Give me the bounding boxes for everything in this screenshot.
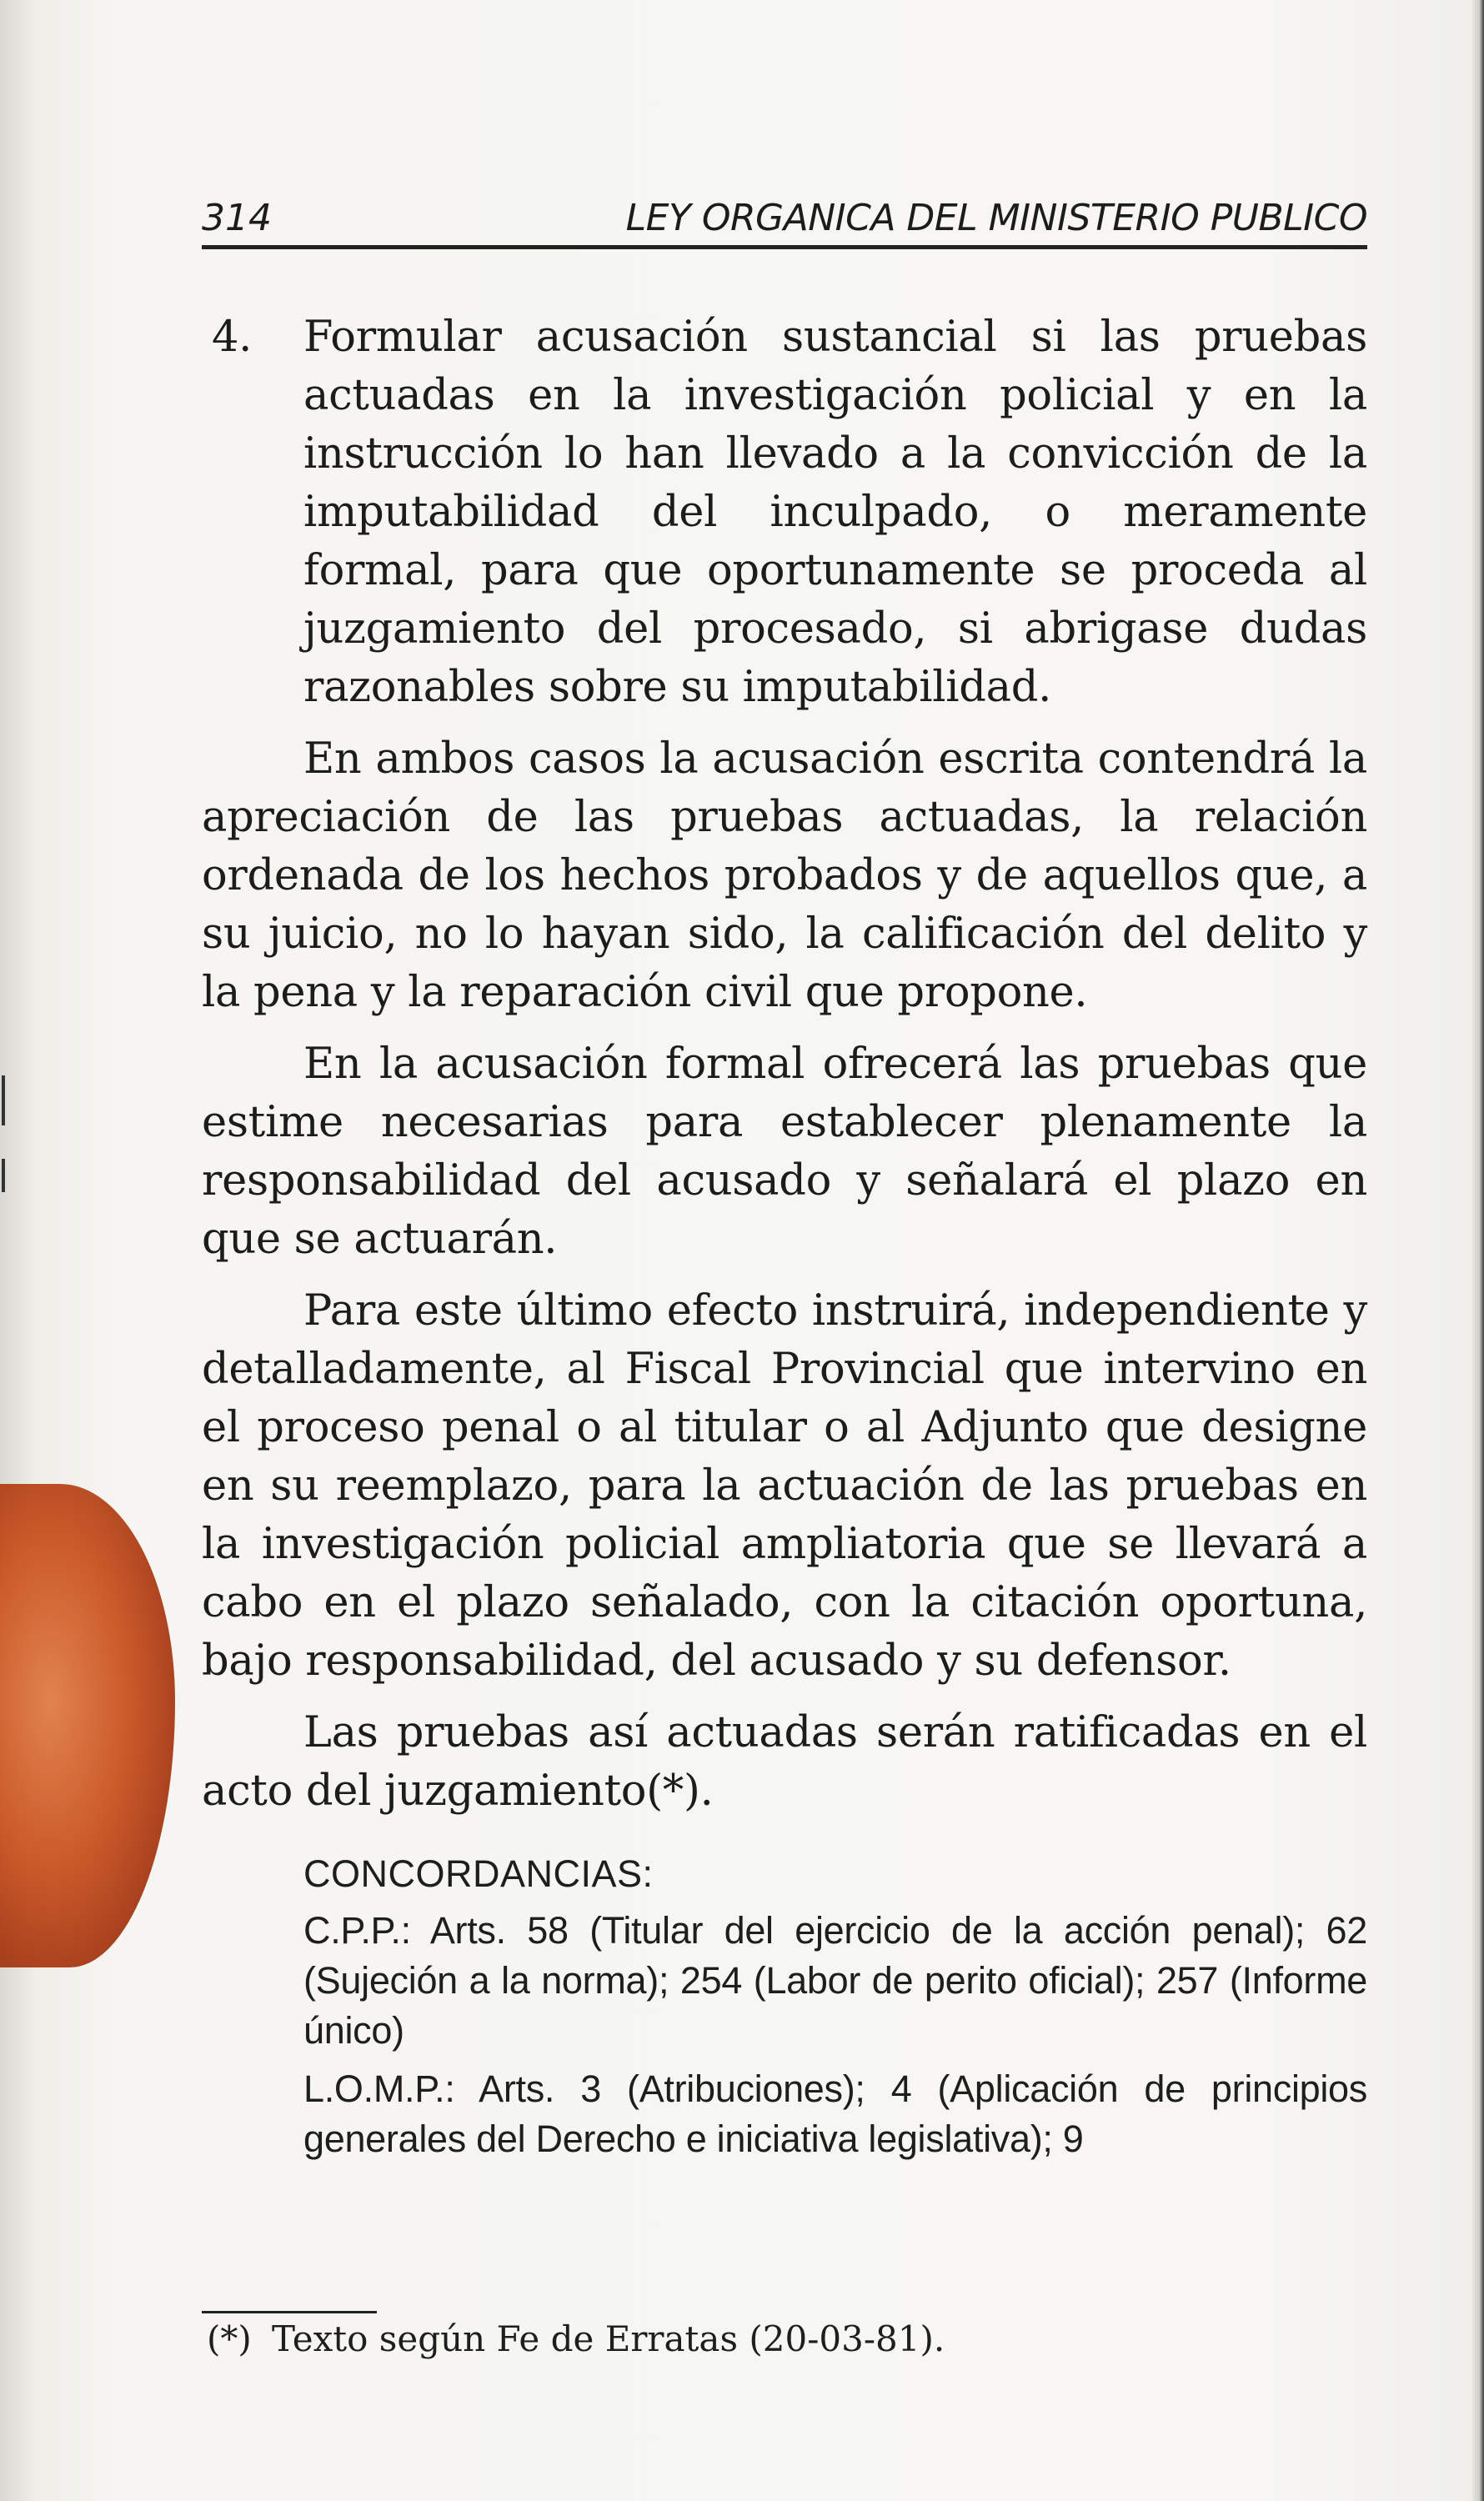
body-text <box>202 308 1367 2173</box>
footnote-text: Texto según Fe de Erratas (20-03-81). <box>272 2318 945 2359</box>
page-gutter-shadow <box>0 0 33 2501</box>
page-header <box>202 187 1367 249</box>
item-text: Formular acusación sustancial si las pruebas actuadas en la investigación policial y en la instrucción lo han llevado a la convicción de la imputabilidad del inculpado, o meramente formal, para que oportunamente se proceda al juzgamiento del procesado, si abrigase dudas razonables sobre su imputabilidad. <box>303 313 1367 712</box>
concordancias-heading: CONCORDANCIAS: <box>303 1852 654 1895</box>
thumb-holding-page <box>0 1484 175 1967</box>
page-edge <box>1472 0 1484 2501</box>
page-number: 314 <box>202 197 272 239</box>
concordancias-section <box>202 1849 1367 2164</box>
footnote-mark: (*) <box>207 2318 252 2359</box>
paragraph: Las pruebas así actuadas serán ratificadas en el acto del juzgamiento(*). <box>202 1708 1367 1816</box>
paragraph: Para este último efecto instruirá, independiente y detalladamente, al Fiscal Provincial que intervino en el proceso penal o al titular o al Adjunto que designe en su reemplazo, para la actuación de las pruebas en la investigación policial ampliatoria que se llevará a cabo en el plazo señalado, con la citación oportuna, bajo responsabilidad, del acusado y su defensor. <box>202 1286 1367 1686</box>
footnote-rule <box>202 2311 377 2313</box>
paragraph: En la acusación formal ofrecerá las pruebas que estime necesarias para establecer plenamente la responsabilidad del acusado y señalará el plazo en que se actuarán. <box>202 1040 1367 1264</box>
numbered-item <box>202 308 1367 717</box>
footnote <box>207 2316 945 2363</box>
concordancia-entry: C.P.P.: Arts. 58 (Titular del ejercicio de la acción penal); 62 (Sujeción a la norma); 254 (Labor de perito oficial); 257 (Informe único) <box>303 1909 1367 2052</box>
page-edge-mark <box>2 1075 5 1125</box>
page-edge-mark <box>2 1159 5 1192</box>
paragraph: En ambos casos la acusación escrita contendrá la apreciación de las pruebas actuadas, la relación ordenada de los hechos probados y de aquellos que, a su juicio, no lo hayan sido, la calificación del delito y la pena y la reparación civil que propone. <box>202 734 1367 1017</box>
concordancia-entry: L.O.M.P.: Arts. 3 (Atribuciones); 4 (Aplicación de principios generales del Derecho e iniciativa legislativa); 9 <box>303 2067 1367 2160</box>
item-number: 4. <box>212 313 253 362</box>
running-head: LEY ORGANICA DEL MINISTERIO PUBLICO <box>625 197 1367 239</box>
